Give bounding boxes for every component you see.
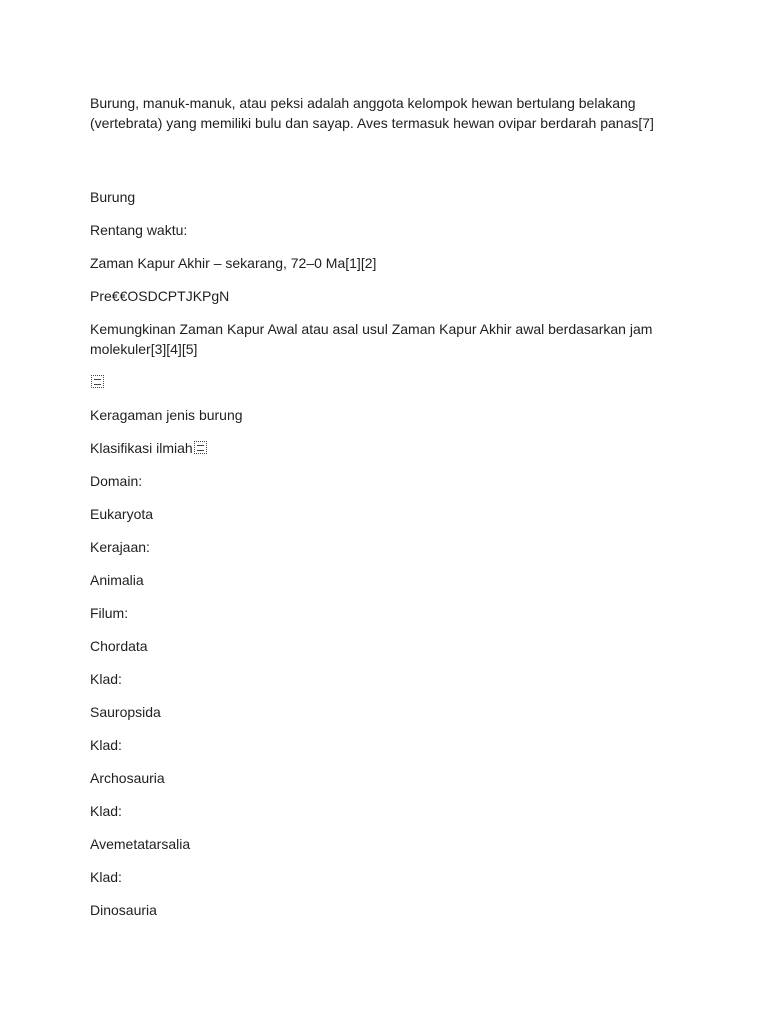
placeholder-line xyxy=(90,372,680,392)
label-kerajaan: Kerajaan: xyxy=(90,539,150,555)
period-codes: Pre€€OSDCPTJKPgN xyxy=(90,288,230,304)
label-klad-2: Klad: xyxy=(90,737,122,753)
document-content xyxy=(90,93,680,933)
value-klad-2: Archosauria xyxy=(90,770,165,786)
value-domain: Eukaryota xyxy=(90,506,154,522)
value-klad-3: Avemetatarsalia xyxy=(90,836,191,852)
label-klad-1: Klad: xyxy=(90,671,122,687)
value-klad-1: Sauropsida xyxy=(90,704,161,720)
label-klad-3: Klad: xyxy=(90,803,122,819)
value-filum: Chordata xyxy=(90,638,148,654)
heading-klasifikasi xyxy=(90,438,680,458)
label-rentang-waktu: Rentang waktu: xyxy=(90,222,188,238)
title-burung: Burung xyxy=(90,189,136,205)
value-klad-4: Dinosauria xyxy=(90,902,157,918)
label-klad-4: Klad: xyxy=(90,869,122,885)
intro-paragraph: Burung, manuk-manuk, atau peksi adalah anggota kelompok hewan bertulang belakang (vertebrata) yang memiliki bulu dan sayap. Aves termasuk hewan ovipar berdarah panas[7] xyxy=(90,95,654,131)
origin-note: Kemungkinan Zaman Kapur Awal atau asal usul Zaman Kapur Akhir awal berdasarkan jam molekuler[3][4][5] xyxy=(90,321,653,357)
caption-keragaman: Keragaman jenis burung xyxy=(90,407,243,423)
label-filum: Filum: xyxy=(90,605,129,621)
value-rentang-waktu: Zaman Kapur Akhir – sekarang, 72–0 Ma[1][2] xyxy=(90,255,377,271)
heading-klasifikasi-text: Klasifikasi ilmiah xyxy=(90,440,193,456)
value-kerajaan: Animalia xyxy=(90,572,144,588)
missing-glyph-icon xyxy=(194,441,207,454)
label-domain: Domain: xyxy=(90,473,143,489)
missing-glyph-icon xyxy=(91,375,104,388)
